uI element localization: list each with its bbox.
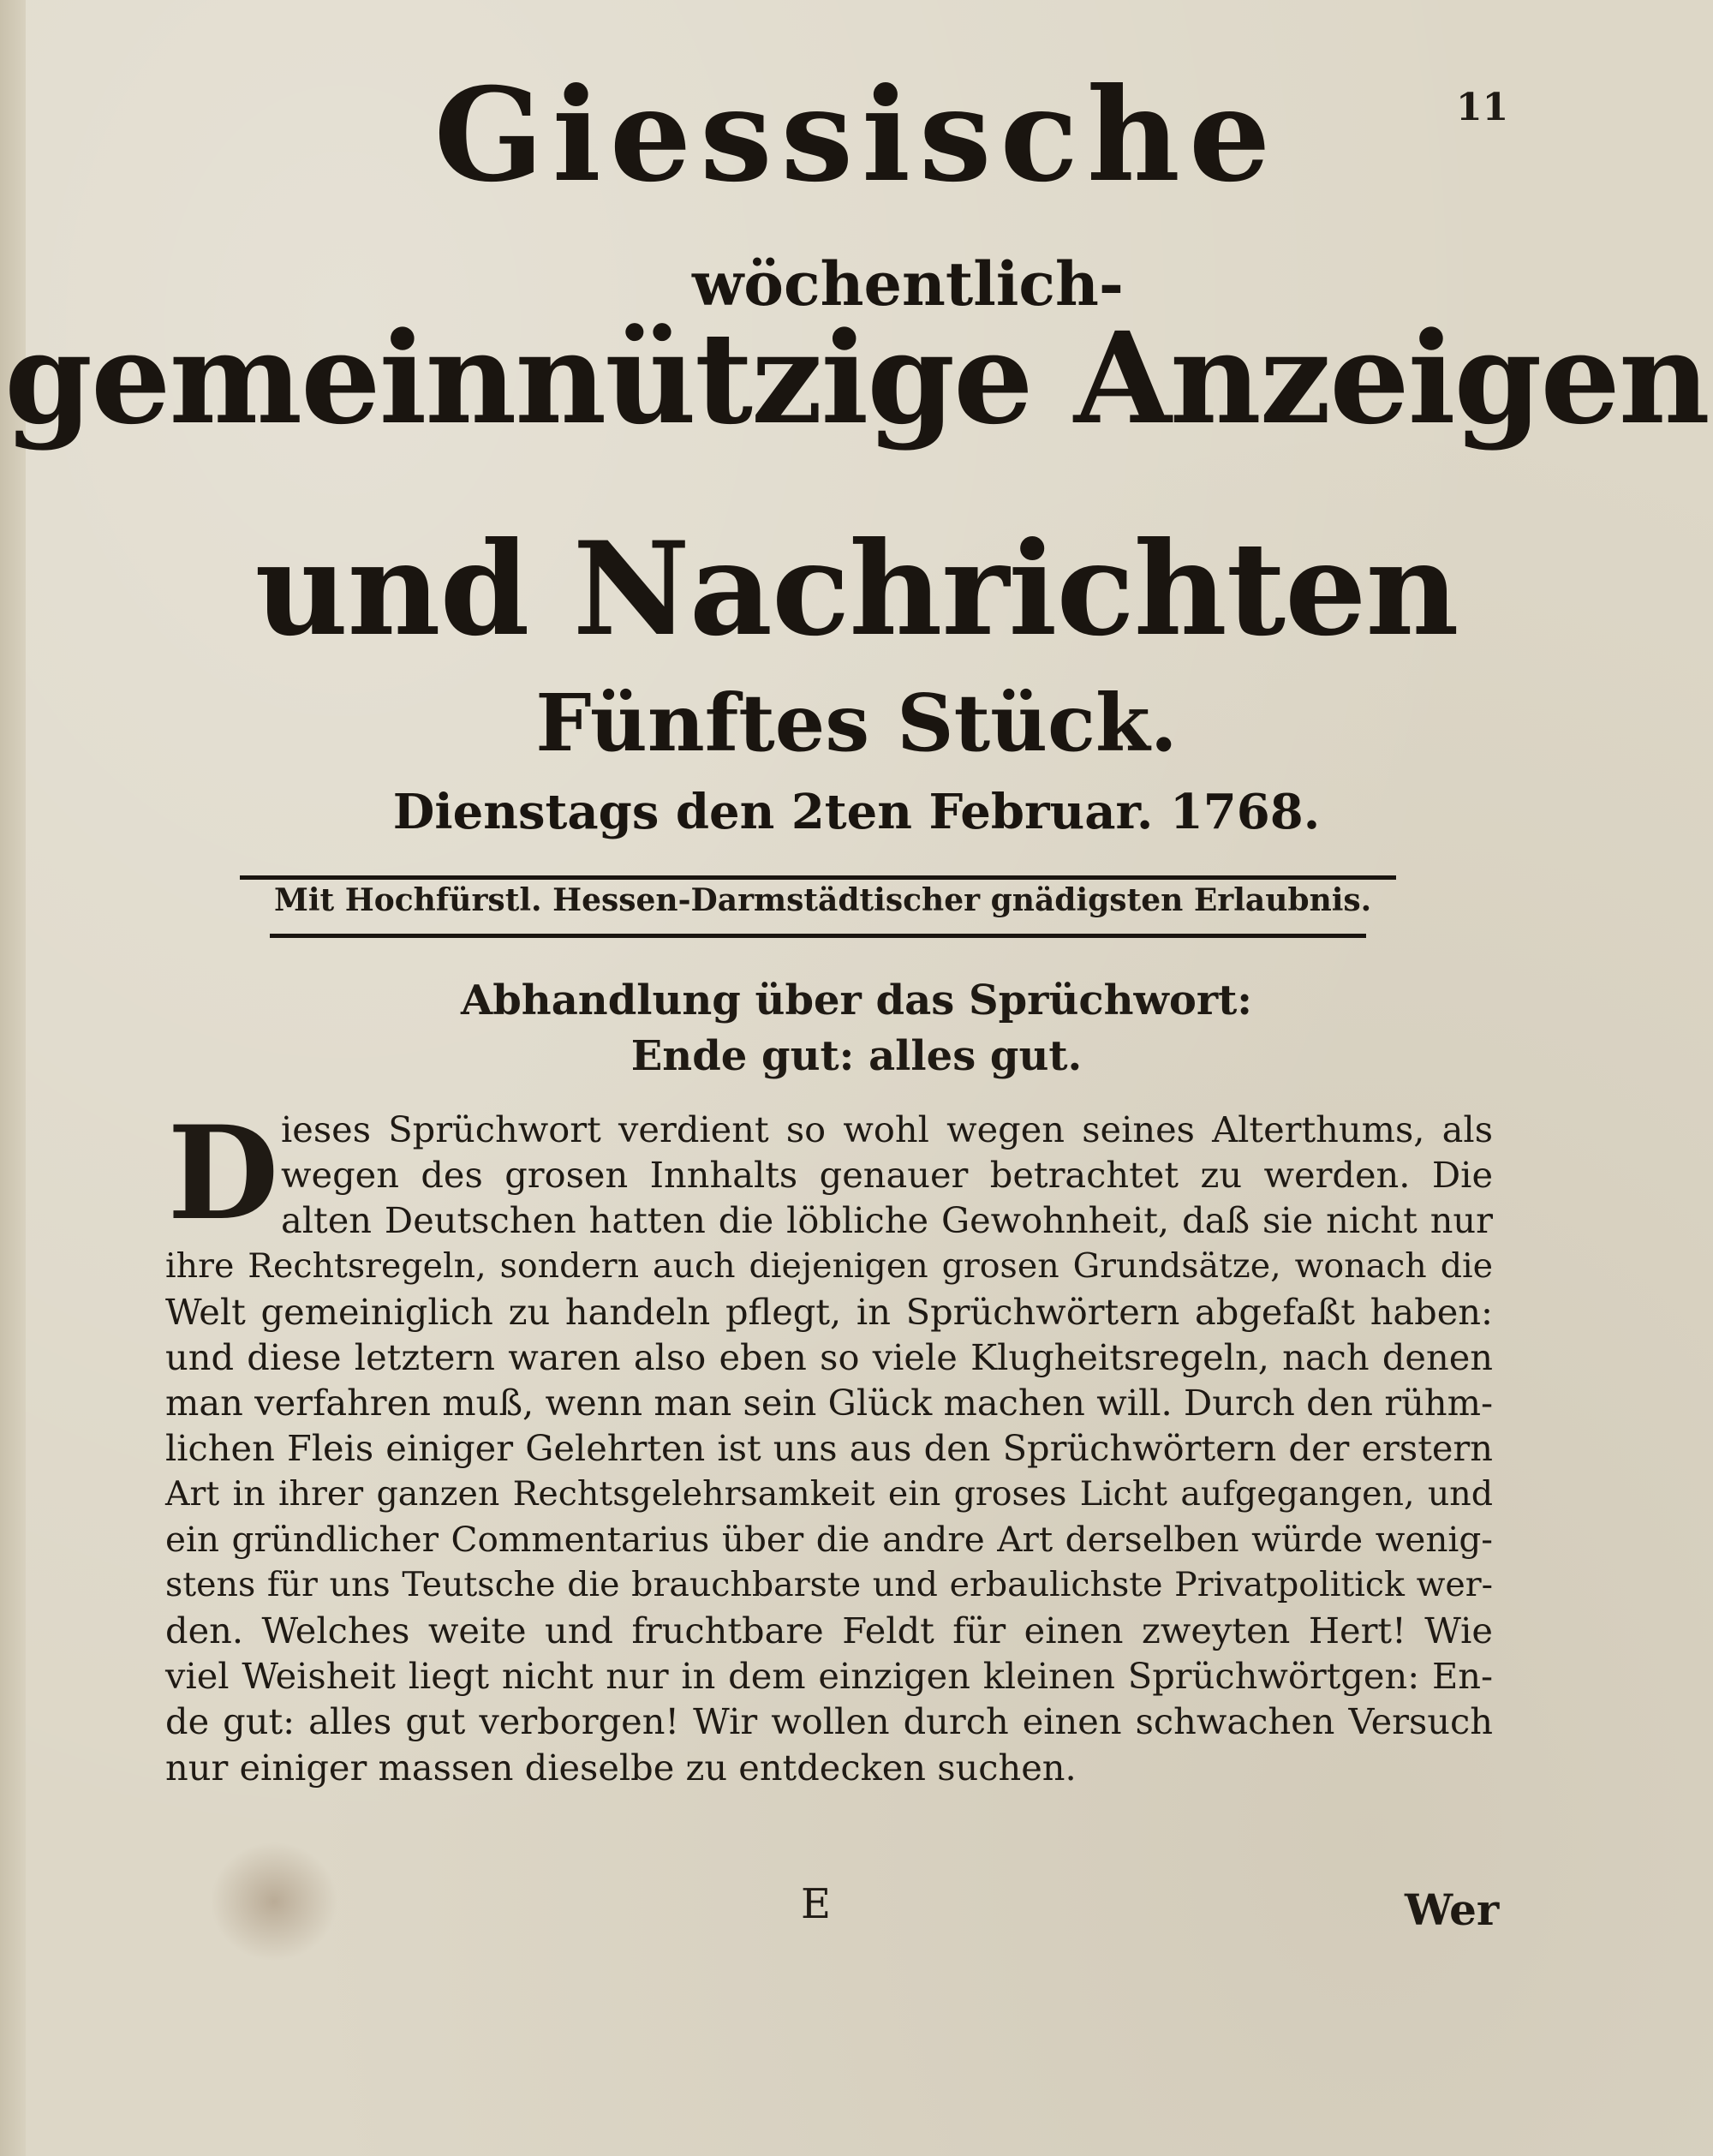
drop-cap: D [167,1098,279,1249]
masthead-subtitle-2: gemeinnützige Anzeigen [4,304,1709,452]
body-line: wegen des grosen Innhalts genauer betrachtet zu werden. Die [281,1154,1493,1197]
page-number: 11 [1456,86,1509,129]
issue-date: Dienstags den 2ten Februar. 1768. [392,784,1321,840]
bottom-rule [270,934,1366,938]
body-line: lichen Fleis einiger Gelehrten ist uns aus den Sprüchwörtern der erstern [165,1427,1493,1470]
body-line: ein gründlicher Commentarius über die andre Art derselben würde wenig- [165,1518,1493,1560]
body-line: ihre Rechtsregeln, sondern auch diejenigen grosen Grundsätze, wonach die [165,1245,1493,1286]
paper-stain [210,1842,338,1962]
body-line: den. Welches weite und fruchtbare Feldt für einen zweyten Hert! Wie [165,1610,1493,1652]
body-line: nur einiger massen dieselbe zu entdecken suchen. [165,1746,1077,1789]
body-line: stens für uns Teutsche die brauchbarste und erbaulichste Privatpolitick wer- [165,1564,1493,1604]
body-line: ieses Sprüchwort verdient so wohl wegen seines Alterthums, als [281,1108,1493,1150]
body-line: man verfahren muß, wenn man sein Glück machen will. Durch den rühm- [165,1382,1493,1424]
body-text [165,1098,1493,1790]
masthead-title: Giessische [433,60,1280,211]
body-line: de gut: alles gut verborgen! Wir wollen durch einen schwachen Versuch [165,1700,1493,1743]
masthead-subtitle-3: und Nachrichten [254,514,1459,665]
masthead-subtitle-1: wöchentlich- [692,248,1124,320]
treatise-heading: Abhandlung über das Sprüchwort: [460,976,1253,1024]
issue-number: Fünftes Stück. [535,677,1178,769]
body-line: viel Weisheit liegt nicht nur in dem einzigen kleinen Sprüchwörtgen: En- [165,1655,1493,1698]
body-line: und diese letztern waren also eben so viele Klugheitsregeln, nach denen [165,1335,1493,1378]
signature-mark: E [801,1880,832,1928]
body-line: Art in ihrer ganzen Rechtsgelehrsamkeit ein groses Licht aufgegangen, und [165,1473,1493,1514]
treatise-proverb: Ende gut: alles gut. [630,1032,1083,1080]
body-line: Welt gemeiniglich zu handeln pflegt, in Sprüchwörtern abgefaßt haben: [165,1290,1493,1333]
body-line: alten Deutschen hatten die löbliche Gewohnheit, daß sie nicht nur [281,1199,1493,1242]
top-rule [240,875,1396,880]
license-line: Mit Hochfürstl. Hessen-Darmstädtischer gnädigsten Erlaubnis. [274,882,1372,918]
catchword: Wer [1405,1884,1500,1935]
